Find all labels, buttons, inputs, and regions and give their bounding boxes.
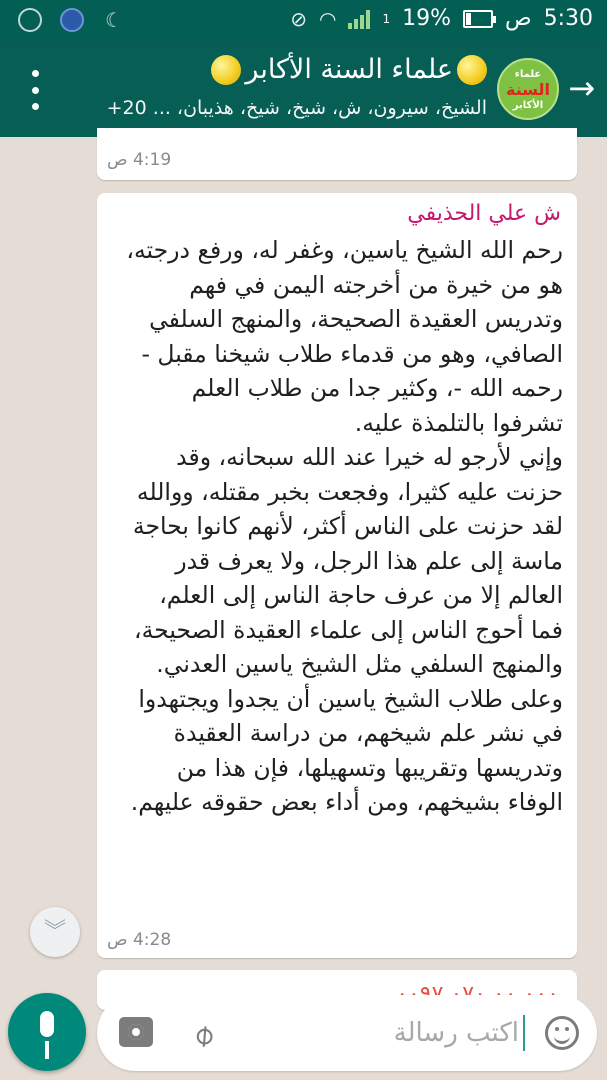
- double-chevron-down-icon: ︾: [43, 919, 66, 944]
- message-input[interactable]: [299, 1009, 519, 1057]
- yellow-ball-emoji-icon: [211, 55, 241, 85]
- status-notification-icons: [18, 8, 126, 32]
- telegram-icon: [18, 8, 42, 32]
- group-members[interactable]: الشيخ، سيرون، ش، شيخ، شيخ، هذيبان، ... 20+: [106, 97, 487, 119]
- clock: 5:30: [543, 6, 593, 31]
- status-bar: [0, 0, 607, 42]
- moon-app-icon: ☾: [105, 8, 123, 32]
- vibrate-off-icon: ⊘: [290, 6, 307, 31]
- globe-app-icon: [60, 8, 84, 32]
- mic-button[interactable]: [8, 993, 86, 1071]
- battery-percent: 19%: [402, 6, 451, 31]
- avatar-line-3: الأكابر: [512, 100, 544, 111]
- camera-icon[interactable]: [119, 1017, 153, 1047]
- sender-name[interactable]: ش علي الحذيفي: [407, 201, 561, 226]
- sim-slot: 1: [382, 11, 391, 26]
- status-system-icons: [290, 6, 593, 31]
- message-text: رحم الله الشيخ ياسين، وغفر له، ورفع درجته، هو من خيرة من أخرجته اليمن في فهم وتدريس العقيدة الصحيحة، والمنهج السلفي الصافي، وهو من قدماء طلاب شيخنا مقبل - رحمه الله -، وكثير جدا من طلاب العلم تشرفوا بالتلمذة عليه. وإني لأرجو له خيرا عند الله سبحانه، وقد حزنت عليه كثيرا، وفجعت بخبر مقتله، ووالله لقد حزنت على الناس أكثر، لأنهم كانوا بحاجة ماسة إلى علم هذا الرجل، ولا يعرف قدر العالم إلا من عرف حاجة الناس إلى العلم، فما أحوج الناس إلى علماء العقيدة الصحيحة، والمنهج السلفي مثل الشيخ ياسين العدني. وعلى طلاب الشيخ ياسين أن يجدوا ويجتهدوا في نشر علم شيخهم، من دراسة العقيدة وتدريسها وتقريبها وتسهيلها، فإن هذا من الوفاء بشيخهم، ومن أداء بعض حقوقه عليهم.: [126, 236, 563, 816]
- emoji-icon[interactable]: [545, 1016, 579, 1050]
- back-arrow-icon[interactable]: →: [568, 69, 595, 107]
- yellow-ball-emoji-icon: [457, 55, 487, 85]
- message-bubble[interactable]: [97, 193, 577, 958]
- message-bubble-previous[interactable]: [97, 128, 577, 180]
- group-title-text: علماء السنة الأكابر: [245, 54, 453, 85]
- overflow-menu-icon[interactable]: [28, 70, 42, 110]
- scroll-down-button[interactable]: [30, 907, 80, 957]
- chat-header: [0, 42, 607, 137]
- group-avatar[interactable]: [497, 58, 559, 120]
- battery-icon: [463, 10, 493, 28]
- avatar-line-1: علماء: [514, 69, 542, 80]
- message-time: 4:19 ص: [107, 150, 172, 170]
- message-time: 4:28 ص: [107, 930, 172, 950]
- signal-icon: [348, 9, 370, 29]
- wifi-icon: ◠: [318, 6, 337, 31]
- paperclip-icon[interactable]: ⌀: [185, 1015, 222, 1055]
- avatar-line-2: السنة: [505, 80, 550, 99]
- group-title[interactable]: [211, 54, 487, 85]
- message-composer: [97, 995, 597, 1071]
- text-cursor: [523, 1015, 525, 1051]
- am-pm: ص: [504, 6, 532, 31]
